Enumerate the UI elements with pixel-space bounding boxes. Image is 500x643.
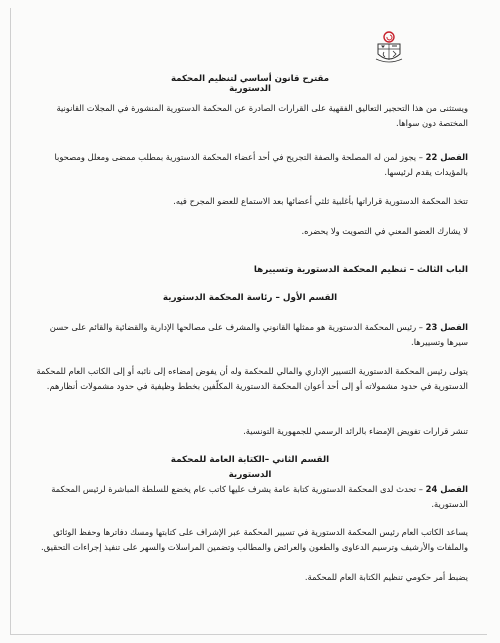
coat-of-arms-icon <box>374 30 404 64</box>
section-2-heading: القسم الثاني –الكتابة العامة للمحكمة الدستورية <box>170 455 330 480</box>
paragraph-delegation: يتولى رئيس المحكمة الدستورية التسيير الإداري والمالي للمحكمة وله أن يفوض إمضاءه إلى نائبه أو إلى الكاتب العام للمحكمة الدستورية في حدود مشمولاته أو إلى أحد أعوان المحكمة الدستورية المكلّفين بخطط وظيفية في حدود مشمولات أنظارهم. <box>36 366 468 391</box>
article-23-label: الفصل 23 <box>425 322 468 332</box>
article-23-text: – رئيس المحكمة الدستورية هو ممثلها القانوني والمشرف على مصالحها الإدارية والقضائية والقائم على حسن سيرها وتسييرها. <box>49 322 468 347</box>
article-22-label: الفصل 22 <box>425 152 468 162</box>
article-24-text: – تحدث لدى المحكمة الدستورية كتابة عامة يشرف عليها كاتب عام يخضع للسلطة المباشرة لرئيس المحكمة الدستورية. <box>51 484 468 509</box>
article-24-label: الفصل 24 <box>425 484 468 494</box>
paragraph-decisions: تتخذ المحكمة الدستورية قراراتها بأغلبية ثلثي أعضائها بعد الاستماع للعضو المجرح فيه. <box>173 196 468 206</box>
article-22 <box>34 150 468 179</box>
paragraph-secretary-duties: يساعد الكاتب العام رئيس المحكمة الدستورية في تسيير المحكمة عبر الإشراف على كتابتها ومسك دفاترها وحفظ الوثائق والملفات والأرشيف وترسيم الدعاوى والطعون والعرائض والمطالب وتضمين المراسلات والسهر على تنفيذ إجراءات التحقيق. <box>41 527 468 552</box>
paragraph-exception: ويستثنى من هذا التحجير التعاليق الفقهية على القرارات الصادرة عن المحكمة الدستورية المنشورة في المجلات القانونية المختصة دون سواها. <box>56 103 468 128</box>
paragraph-voting: لا يشارك العضو المعني في التصويت ولا يحضره. <box>301 226 468 236</box>
paragraph-publication: تنشر قرارات تفويض الإمضاء بالرائد الرسمي للجمهورية التونسية. <box>243 426 468 436</box>
document-title: مقترح قانون أساسي لتنظيم المحكمة الدستورية <box>170 74 330 94</box>
section-1-heading: القسم الأول – رئاسة المحكمة الدستورية <box>162 293 338 303</box>
article-23 <box>34 320 468 349</box>
article-24 <box>34 482 468 511</box>
paragraph-decree: يضبط أمر حكومي تنظيم الكتابة العام للمحكمة. <box>304 572 468 582</box>
chapter-3-heading: الباب الثالث – تنظيم المحكمة الدستورية وتسييرها <box>253 265 468 275</box>
article-22-text: – يجوز لمن له المصلحة والصفة التجريح في أحد أعضاء المحكمة الدستورية بمطلب ممضى ومعلل ومصحوبا بالمؤيدات يقدم لرئيسها. <box>54 152 468 177</box>
